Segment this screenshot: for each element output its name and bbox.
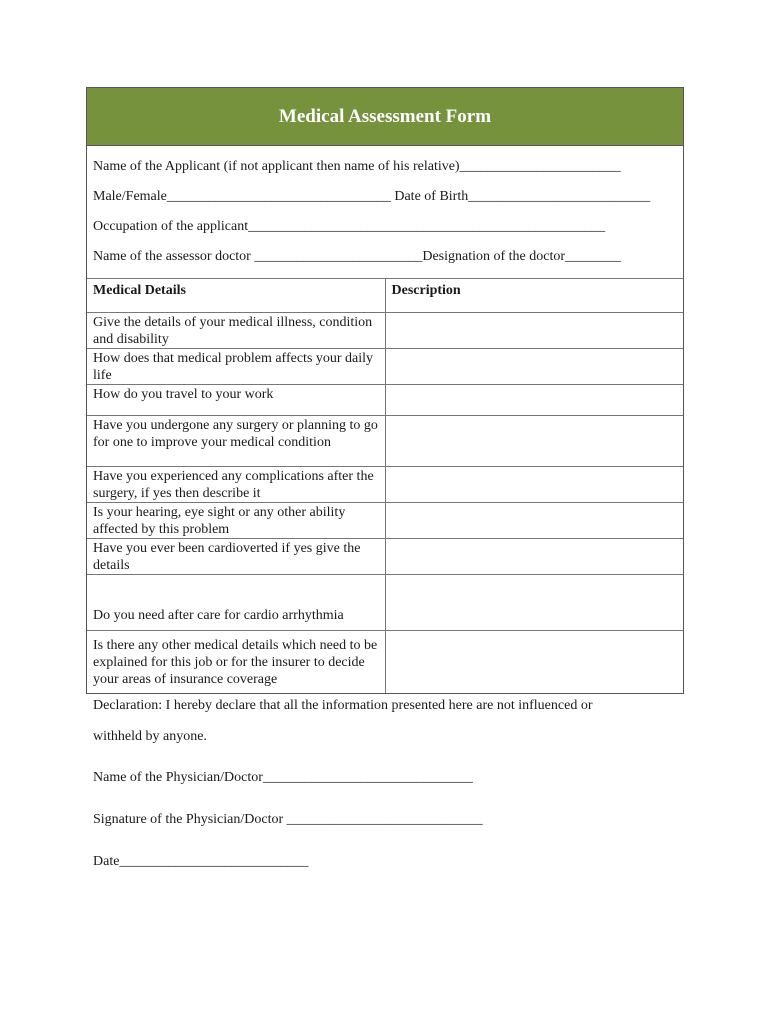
question-cell: Is your hearing, eye sight or any other ability affected by this problem xyxy=(87,503,385,539)
gender-dob-field[interactable]: Male/Female________________________________ Date of Birth__________________________ xyxy=(93,189,651,204)
declaration-section xyxy=(93,696,673,872)
medical-details-table xyxy=(87,278,683,693)
description-cell[interactable] xyxy=(385,631,683,693)
table-row xyxy=(87,349,683,385)
table-row xyxy=(87,313,683,349)
medical-details-header: Medical Details xyxy=(87,279,385,313)
table-row xyxy=(87,503,683,539)
declaration-text-continued: withheld by anyone. xyxy=(93,729,207,744)
description-cell[interactable] xyxy=(385,575,683,631)
assessor-doctor-field[interactable]: Name of the assessor doctor ________________________Designation of the doctor________ xyxy=(93,249,622,264)
description-cell[interactable] xyxy=(385,467,683,503)
table-row xyxy=(87,539,683,575)
description-cell[interactable] xyxy=(385,385,683,416)
medical-assessment-form xyxy=(86,87,684,694)
question-cell: Give the details of your medical illness, condition and disability xyxy=(87,313,385,349)
description-cell[interactable] xyxy=(385,313,683,349)
description-cell[interactable] xyxy=(385,539,683,575)
table-row xyxy=(87,631,683,693)
question-cell: Have you undergone any surgery or planning to go for one to improve your medical condition xyxy=(87,416,385,467)
question-cell: Have you experienced any complications after the surgery, if yes then describe it xyxy=(87,467,385,503)
table-row xyxy=(87,385,683,416)
table-header-row xyxy=(87,279,683,313)
date-field[interactable]: Date___________________________ xyxy=(93,854,309,869)
question-cell: How does that medical problem affects your daily life xyxy=(87,349,385,385)
question-cell: Do you need after care for cardio arrhythmia xyxy=(87,575,385,631)
question-cell: Is there any other medical details which need to be explained for this job or for the insurer to decide your areas of insurance coverage xyxy=(87,631,385,693)
physician-signature-field[interactable]: Signature of the Physician/Doctor ____________________________ xyxy=(93,812,483,827)
table-row xyxy=(87,575,683,631)
occupation-field[interactable]: Occupation of the applicant___________________________________________________ xyxy=(93,219,606,234)
description-header: Description xyxy=(385,279,683,313)
description-cell[interactable] xyxy=(385,416,683,467)
physician-name-field[interactable]: Name of the Physician/Doctor______________________________ xyxy=(93,770,473,785)
description-cell[interactable] xyxy=(385,349,683,385)
form-title: Medical Assessment Form xyxy=(278,105,492,127)
question-cell: Have you ever been cardioverted if yes give the details xyxy=(87,539,385,575)
declaration-text: Declaration: I hereby declare that all the information presented here are not influenced or xyxy=(93,698,593,713)
description-cell[interactable] xyxy=(385,503,683,539)
form-title-bar xyxy=(87,88,683,146)
applicant-name-field[interactable]: Name of the Applicant (if not applicant then name of his relative)_______________________ xyxy=(93,159,621,174)
table-row xyxy=(87,467,683,503)
table-row xyxy=(87,416,683,467)
question-cell: How do you travel to your work xyxy=(87,385,385,416)
applicant-fields xyxy=(87,146,683,278)
